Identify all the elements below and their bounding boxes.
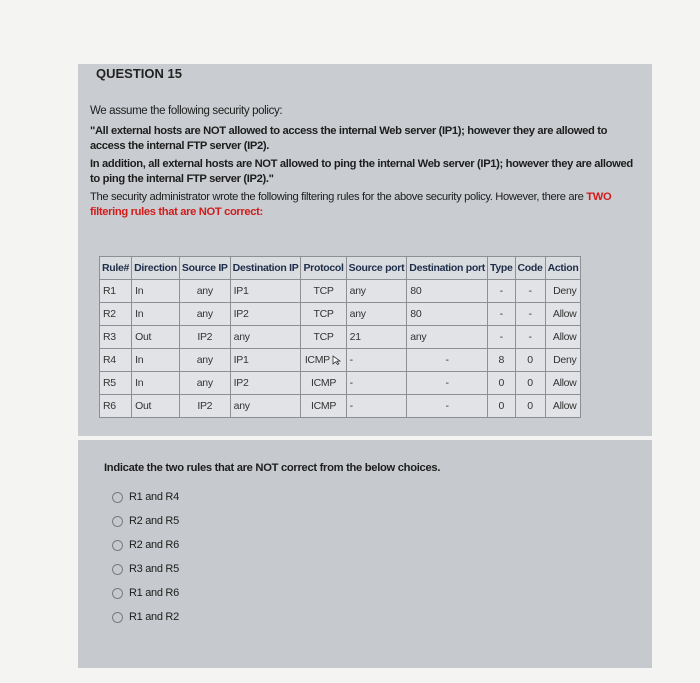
choice-label: R1 and R4 <box>129 491 179 503</box>
header-source-port: Source port <box>346 257 407 280</box>
radio-button[interactable] <box>112 564 123 575</box>
cell-protocol: TCP <box>301 303 346 326</box>
cell-source-port: any <box>346 280 407 303</box>
cell-direction: In <box>132 372 180 395</box>
cell-type: - <box>487 326 515 349</box>
cell-destination-ip: IP1 <box>230 280 301 303</box>
header-destination-port: Destination port <box>407 257 488 280</box>
table-row <box>100 303 581 326</box>
header-type: Type <box>487 257 515 280</box>
cell-direction: In <box>132 280 180 303</box>
cell-type: 0 <box>487 395 515 418</box>
radio-button[interactable] <box>112 540 123 551</box>
cell-protocol: TCP <box>301 326 346 349</box>
policy-para-3-tail: filtering rules that are NOT correct: <box>90 206 263 218</box>
cell-rule: R1 <box>100 280 132 303</box>
cell-type: 8 <box>487 349 515 372</box>
cell-direction: In <box>132 303 180 326</box>
policy-text <box>90 104 635 220</box>
cell-destination-ip: any <box>230 326 301 349</box>
choice-r3-r5[interactable] <box>112 557 179 581</box>
cell-code: - <box>515 280 545 303</box>
choice-r1-r2[interactable] <box>112 605 179 629</box>
cell-code: - <box>515 303 545 326</box>
filtering-rules-table <box>99 256 581 418</box>
cell-type: - <box>487 303 515 326</box>
cell-source-ip: IP2 <box>179 395 230 418</box>
cell-rule: R5 <box>100 372 132 395</box>
answer-prompt-post: correct from the below choices. <box>280 462 441 474</box>
header-destination-ip: Destination IP <box>230 257 301 280</box>
cell-destination-port: 80 <box>407 303 488 326</box>
choice-r2-r5[interactable] <box>112 509 179 533</box>
cell-type: 0 <box>487 372 515 395</box>
cell-direction: In <box>132 349 180 372</box>
cell-action: Deny <box>545 349 581 372</box>
header-source-ip: Source IP <box>179 257 230 280</box>
cell-protocol-text: ICMP <box>304 354 330 366</box>
header-code: Code <box>515 257 545 280</box>
cell-source-ip: IP2 <box>179 326 230 349</box>
cell-destination-port: - <box>407 395 488 418</box>
header-rule: Rule# <box>100 257 132 280</box>
header-action: Action <box>545 257 581 280</box>
table-row <box>100 395 581 418</box>
choice-label: R1 and R2 <box>129 611 179 623</box>
cell-action: Deny <box>545 280 581 303</box>
radio-button[interactable] <box>112 492 123 503</box>
policy-para-1: "All external hosts are NOT allowed to access the internal Web server (IP1); however they are allowed to access the internal FTP server (IP2). <box>90 125 608 152</box>
header-direction: Direction <box>132 257 180 280</box>
cell-destination-port: - <box>407 349 488 372</box>
policy-para-2: In addition, all external hosts are NOT allowed to ping the internal Web server (IP1); however they are allowed to ping the internal FTP server (IP2)." <box>90 158 633 185</box>
cell-protocol: ICMP <box>301 395 346 418</box>
table-header-row <box>100 257 581 280</box>
policy-emphasis-two: TWO <box>586 191 612 203</box>
cell-code: 0 <box>515 372 545 395</box>
header-protocol: Protocol <box>301 257 346 280</box>
cell-source-ip: any <box>179 280 230 303</box>
cell-source-port: - <box>346 349 407 372</box>
cell-destination-ip: IP2 <box>230 303 301 326</box>
choice-label: R1 and R6 <box>129 587 179 599</box>
table-row <box>100 280 581 303</box>
answer-prompt-pre: Indicate the two rules that are <box>104 462 253 474</box>
table-row <box>100 372 581 395</box>
radio-button[interactable] <box>112 612 123 623</box>
cell-destination-port: - <box>407 372 488 395</box>
choice-label: R2 and R6 <box>129 539 179 551</box>
cell-code: - <box>515 326 545 349</box>
cell-action: Allow <box>545 372 581 395</box>
cell-source-ip: any <box>179 349 230 372</box>
table-row <box>100 349 581 372</box>
choice-label: R2 and R5 <box>129 515 179 527</box>
answer-choices <box>112 485 179 629</box>
cell-type: - <box>487 280 515 303</box>
cell-direction: Out <box>132 326 180 349</box>
cell-destination-ip: IP1 <box>230 349 301 372</box>
cell-source-port: 21 <box>346 326 407 349</box>
question-title: QUESTION 15 <box>96 66 182 81</box>
cell-protocol: ICMP <box>301 372 346 395</box>
policy-lead: We assume the following security policy: <box>90 105 283 117</box>
table-row <box>100 326 581 349</box>
cell-destination-port: 80 <box>407 280 488 303</box>
cell-source-ip: any <box>179 303 230 326</box>
choice-r1-r4[interactable] <box>112 485 179 509</box>
cell-rule: R4 <box>100 349 132 372</box>
cell-action: Allow <box>545 326 581 349</box>
choice-r2-r6[interactable] <box>112 533 179 557</box>
cell-source-port: - <box>346 395 407 418</box>
cell-direction: Out <box>132 395 180 418</box>
radio-button[interactable] <box>112 516 123 527</box>
policy-para-3-text: The security administrator wrote the following filtering rules for the above security policy. However, there are <box>90 191 584 203</box>
cell-source-port: - <box>346 372 407 395</box>
policy-para-3 <box>90 190 635 220</box>
cell-action: Allow <box>545 395 581 418</box>
cell-source-ip: any <box>179 372 230 395</box>
cell-destination-ip: IP2 <box>230 372 301 395</box>
cell-destination-port: any <box>407 326 488 349</box>
cell-rule: R3 <box>100 326 132 349</box>
choice-r1-r6[interactable] <box>112 581 179 605</box>
cell-action: Allow <box>545 303 581 326</box>
cell-source-port: any <box>346 303 407 326</box>
cell-rule: R2 <box>100 303 132 326</box>
cell-rule: R6 <box>100 395 132 418</box>
cell-code: 0 <box>515 395 545 418</box>
mouse-pointer-icon <box>332 355 342 365</box>
cell-protocol: TCP <box>301 280 346 303</box>
answer-prompt <box>104 462 440 474</box>
radio-button[interactable] <box>112 588 123 599</box>
answer-prompt-not: NOT <box>255 462 279 474</box>
cell-code: 0 <box>515 349 545 372</box>
cell-destination-ip: any <box>230 395 301 418</box>
cell-protocol <box>301 349 346 372</box>
choice-label: R3 and R5 <box>129 563 179 575</box>
